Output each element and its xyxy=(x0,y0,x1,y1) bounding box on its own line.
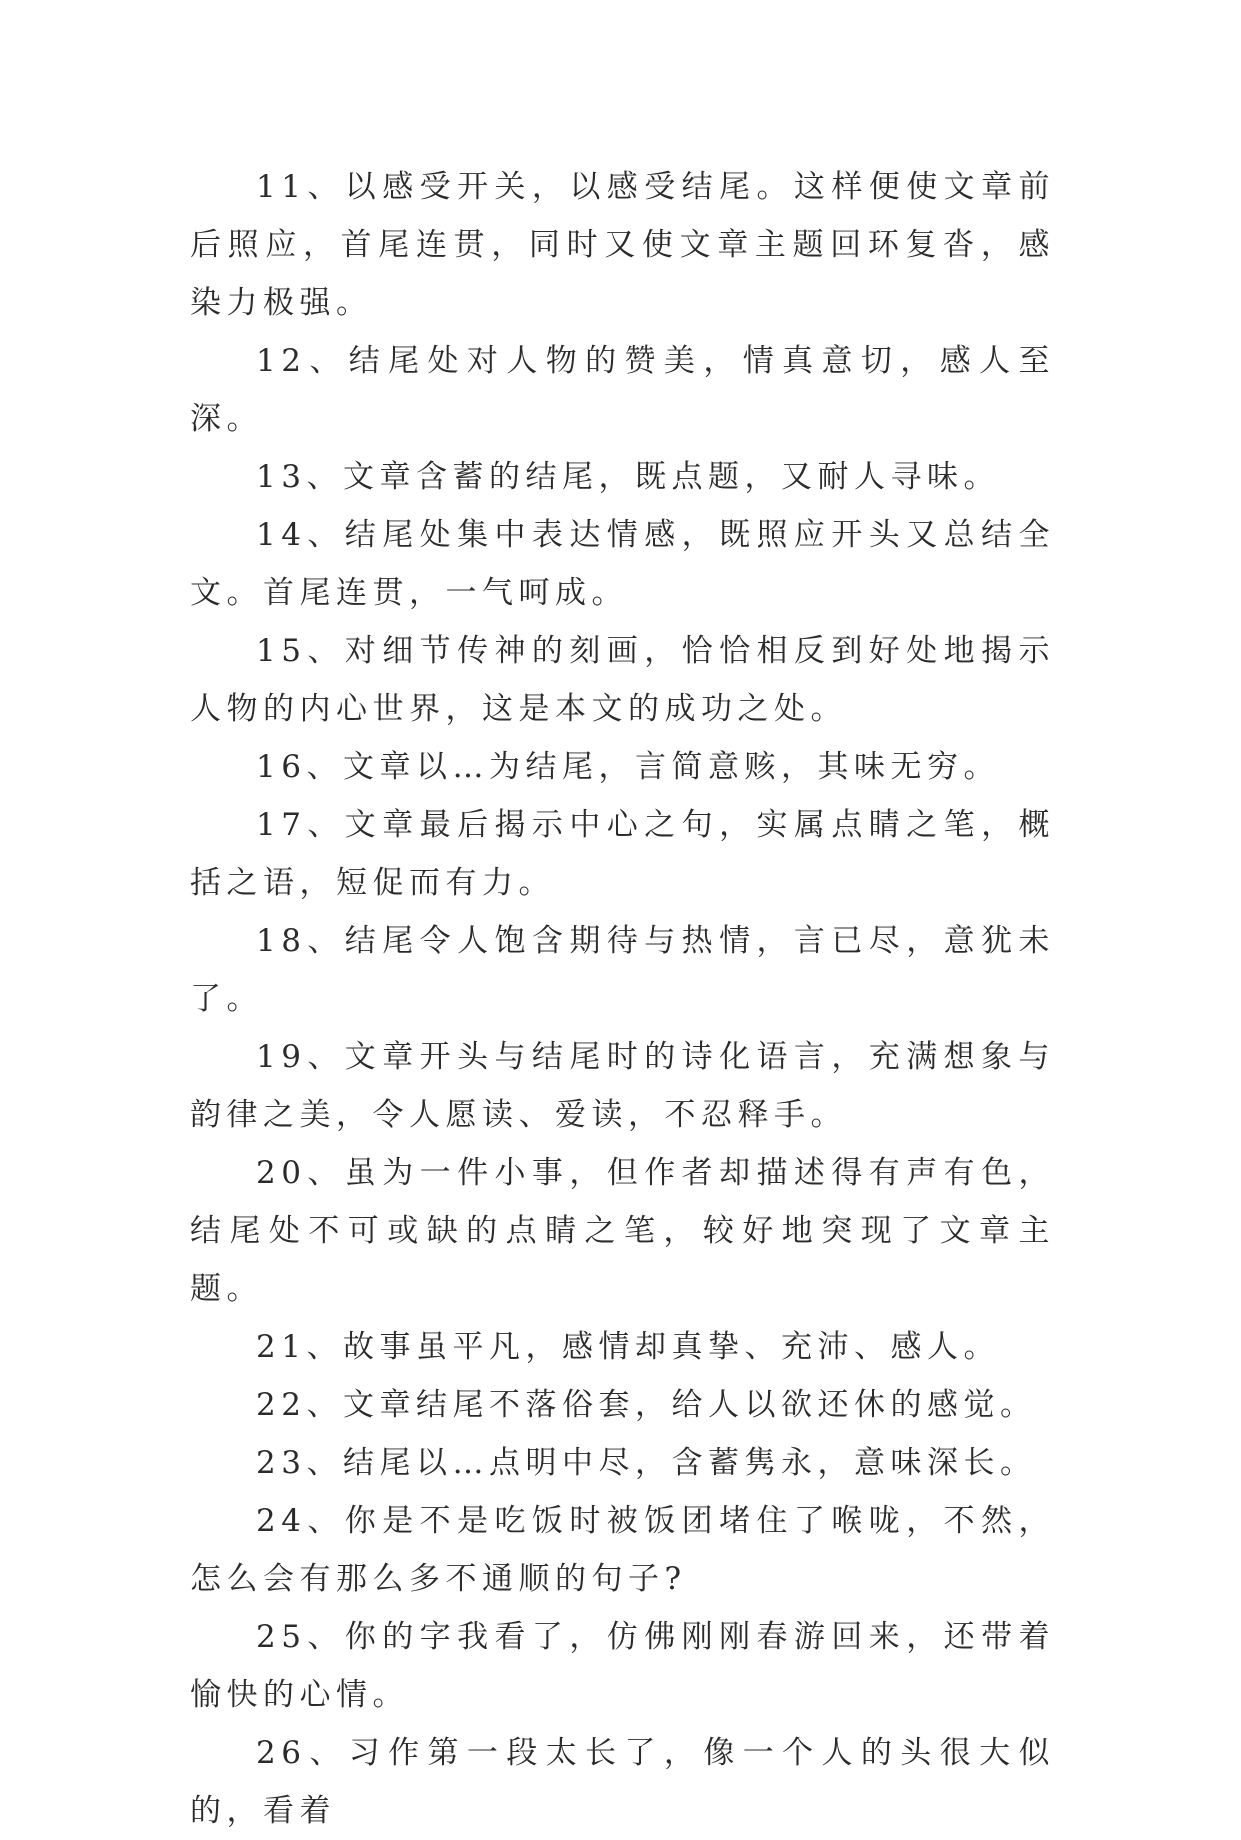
paragraph-23: 23、结尾以…点明中尽，含蓄隽永，意味深长。 xyxy=(256,1445,1037,1481)
paragraph-20: 20、虽为一件小事，但作者却描述得有声有色，结尾处不可或缺的点睛之笔，较好地突现了文章主题。 xyxy=(190,1155,1055,1307)
paragraph-21: 21、故事虽平凡，感情却真挚、充沛、感人。 xyxy=(256,1329,1000,1365)
paragraph-26: 26、习作第一段太长了，像一个人的头很大似的，看着 xyxy=(190,1735,1055,1829)
paragraph-16: 16、文章以…为结尾，言简意赅，其味无穷。 xyxy=(256,749,1000,785)
paragraph-11: 11、以感受开关，以感受结尾。这样便使文章前后照应，首尾连贯，同时又使文章主题回环复沓，感染力极强。 xyxy=(190,169,1055,321)
paragraph-22: 22、文章结尾不落俗套，给人以欲还休的感觉。 xyxy=(256,1387,1037,1423)
paragraph-13: 13、文章含蓄的结尾，既点题，又耐人寻味。 xyxy=(256,459,1000,495)
paragraph-18: 18、结尾令人饱含期待与热情，言已尽，意犹未了。 xyxy=(190,923,1055,1017)
paragraph-15: 15、对细节传神的刻画，恰恰相反到好处地揭示人物的内心世界，这是本文的成功之处。 xyxy=(190,633,1055,727)
paragraph-17: 17、文章最后揭示中心之句，实属点睛之笔，概括之语，短促而有力。 xyxy=(190,807,1055,901)
paragraph-24: 24、你是不是吃饭时被饭团堵住了喉咙，不然，怎么会有那么多不通顺的句子? xyxy=(190,1503,1055,1597)
paragraph-12: 12、结尾处对人物的赞美，情真意切，感人至深。 xyxy=(190,343,1055,437)
paragraph-25: 25、你的字我看了，仿佛刚刚春游回来，还带着愉快的心情。 xyxy=(190,1619,1055,1713)
paragraph-19: 19、文章开头与结尾时的诗化语言，充满想象与韵律之美，令人愿读、爱读，不忍释手。 xyxy=(190,1039,1055,1133)
paragraph-14: 14、结尾处集中表达情感，既照应开头又总结全文。首尾连贯，一气呵成。 xyxy=(190,517,1055,611)
document-body xyxy=(190,158,1055,1840)
